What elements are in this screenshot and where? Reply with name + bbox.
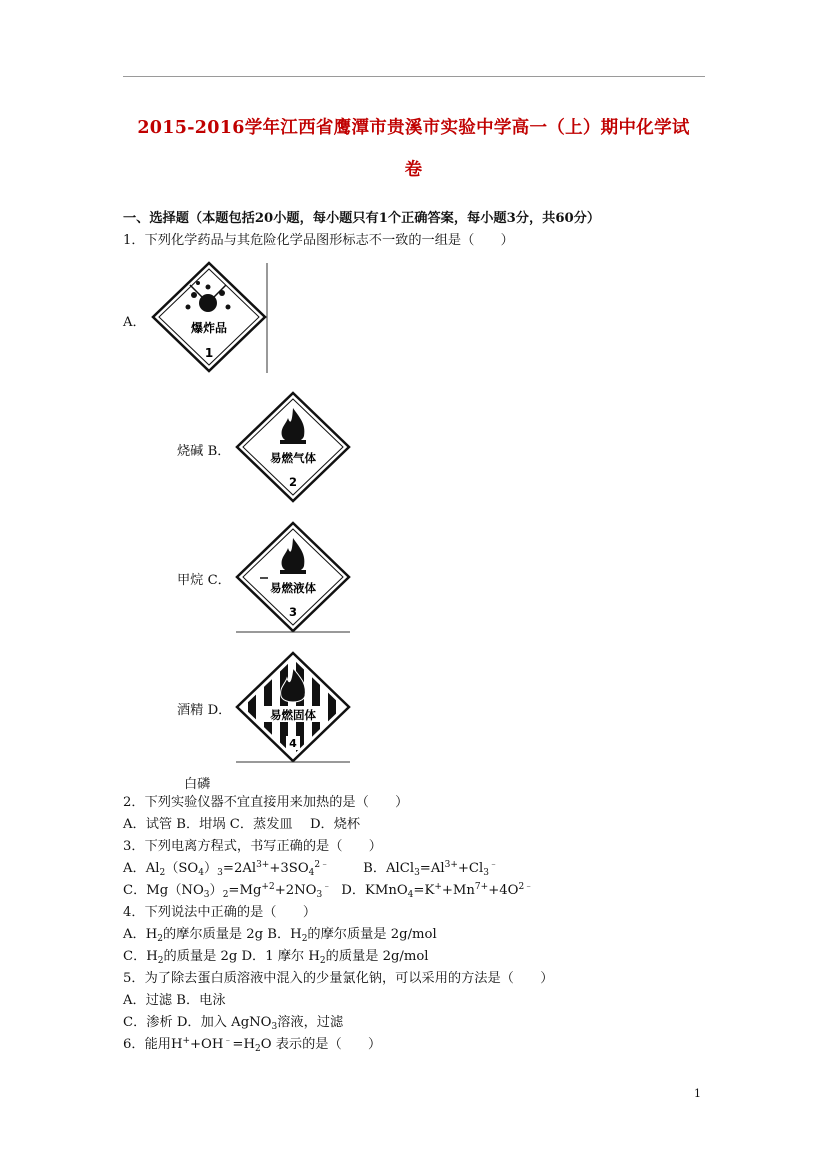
- section-heading: 一、选择题（本题包括20小题，每小题只有1个正确答案，每小题3分，共60分）: [123, 211, 601, 226]
- explosive-hazard-sign: [148, 259, 270, 375]
- q1-option-b-label: 烧碱 B．: [177, 444, 231, 459]
- q3-options-ab: A．$Al_2(SO_4)_3=2Al^{3+}+3SO_4^{2﹣}$ B．$AlCl_3=Al^{3+}+Cl_3^﹣$: [123, 860, 498, 878]
- q2-options: A．试管 B．坩埚 C．蒸发皿 D．烧杯: [123, 817, 361, 832]
- doc-title-line1: 2015-2016学年江西省鹰潭市贵溪市实验中学高一（上）期中化学试: [137, 118, 690, 138]
- q6-stem: 6．能用$H^++OH^﹣=H_2O$ 表示的是（ ）: [123, 1036, 382, 1054]
- flammable-gas-sign: [234, 390, 352, 504]
- q2-stem: 2．下列实验仪器不宜直接用来加热的是（ ）: [123, 795, 409, 810]
- q3-stem: 3．下列电离方程式，书写正确的是（ ）: [123, 839, 382, 854]
- sign-a-text: 爆炸品: [190, 321, 228, 335]
- q1-option-c-label: 甲烷 C．: [177, 573, 231, 588]
- q4-stem: 4．下列说法中正确的是（ ）: [123, 905, 317, 920]
- header-rule: [123, 76, 705, 77]
- sign-a-number: 1: [204, 346, 214, 360]
- sign-d-number: 4: [289, 737, 297, 750]
- q1-tail: 白磷: [184, 777, 211, 792]
- q5-stem: 5．为了除去蛋白质溶液中混入的少量氯化钠，可以采用的方法是（ ）: [123, 971, 554, 986]
- doc-title-line2: 卷: [404, 160, 423, 180]
- q1-option-d-label: 酒精 D．: [177, 703, 232, 718]
- q1-option-a-label: A．: [123, 315, 146, 330]
- q4-options-ab: A．$H_2$的摩尔质量是 2g B．$H_2$的摩尔质量是 2g/mol: [123, 927, 437, 944]
- sign-b-number: 2: [288, 475, 298, 489]
- sign-c-text: 易燃液体: [270, 581, 316, 595]
- q5-options-ab: A．过滤 B．电泳: [123, 993, 226, 1008]
- flammable-liquid-sign: [234, 520, 352, 634]
- q5-options-cd: C．渗析 D．加入 AgNO$_3$溶液，过滤: [123, 1015, 344, 1032]
- q1-stem: 1．下列化学药品与其危险化学品图形标志不一致的一组是（ ）: [123, 233, 514, 248]
- sign-b-text: 易燃气体: [270, 451, 316, 465]
- page-number: 1: [694, 1087, 701, 1100]
- q4-options-cd: C．$H_2$的质量是 2g D．1 摩尔 $H_2$的质量是 2g/mol: [123, 949, 429, 966]
- q3-options-cd: C．$Mg(NO_3)_2=Mg^{+2}+2NO_3^﹣$ D．$KMnO_4=K^++Mn^{7+}+4O^{2﹣}$: [123, 882, 534, 900]
- sign-d-text: 易燃固体: [270, 708, 316, 722]
- sign-c-number: 3: [288, 605, 298, 619]
- flammable-solid-sign: [234, 650, 352, 764]
